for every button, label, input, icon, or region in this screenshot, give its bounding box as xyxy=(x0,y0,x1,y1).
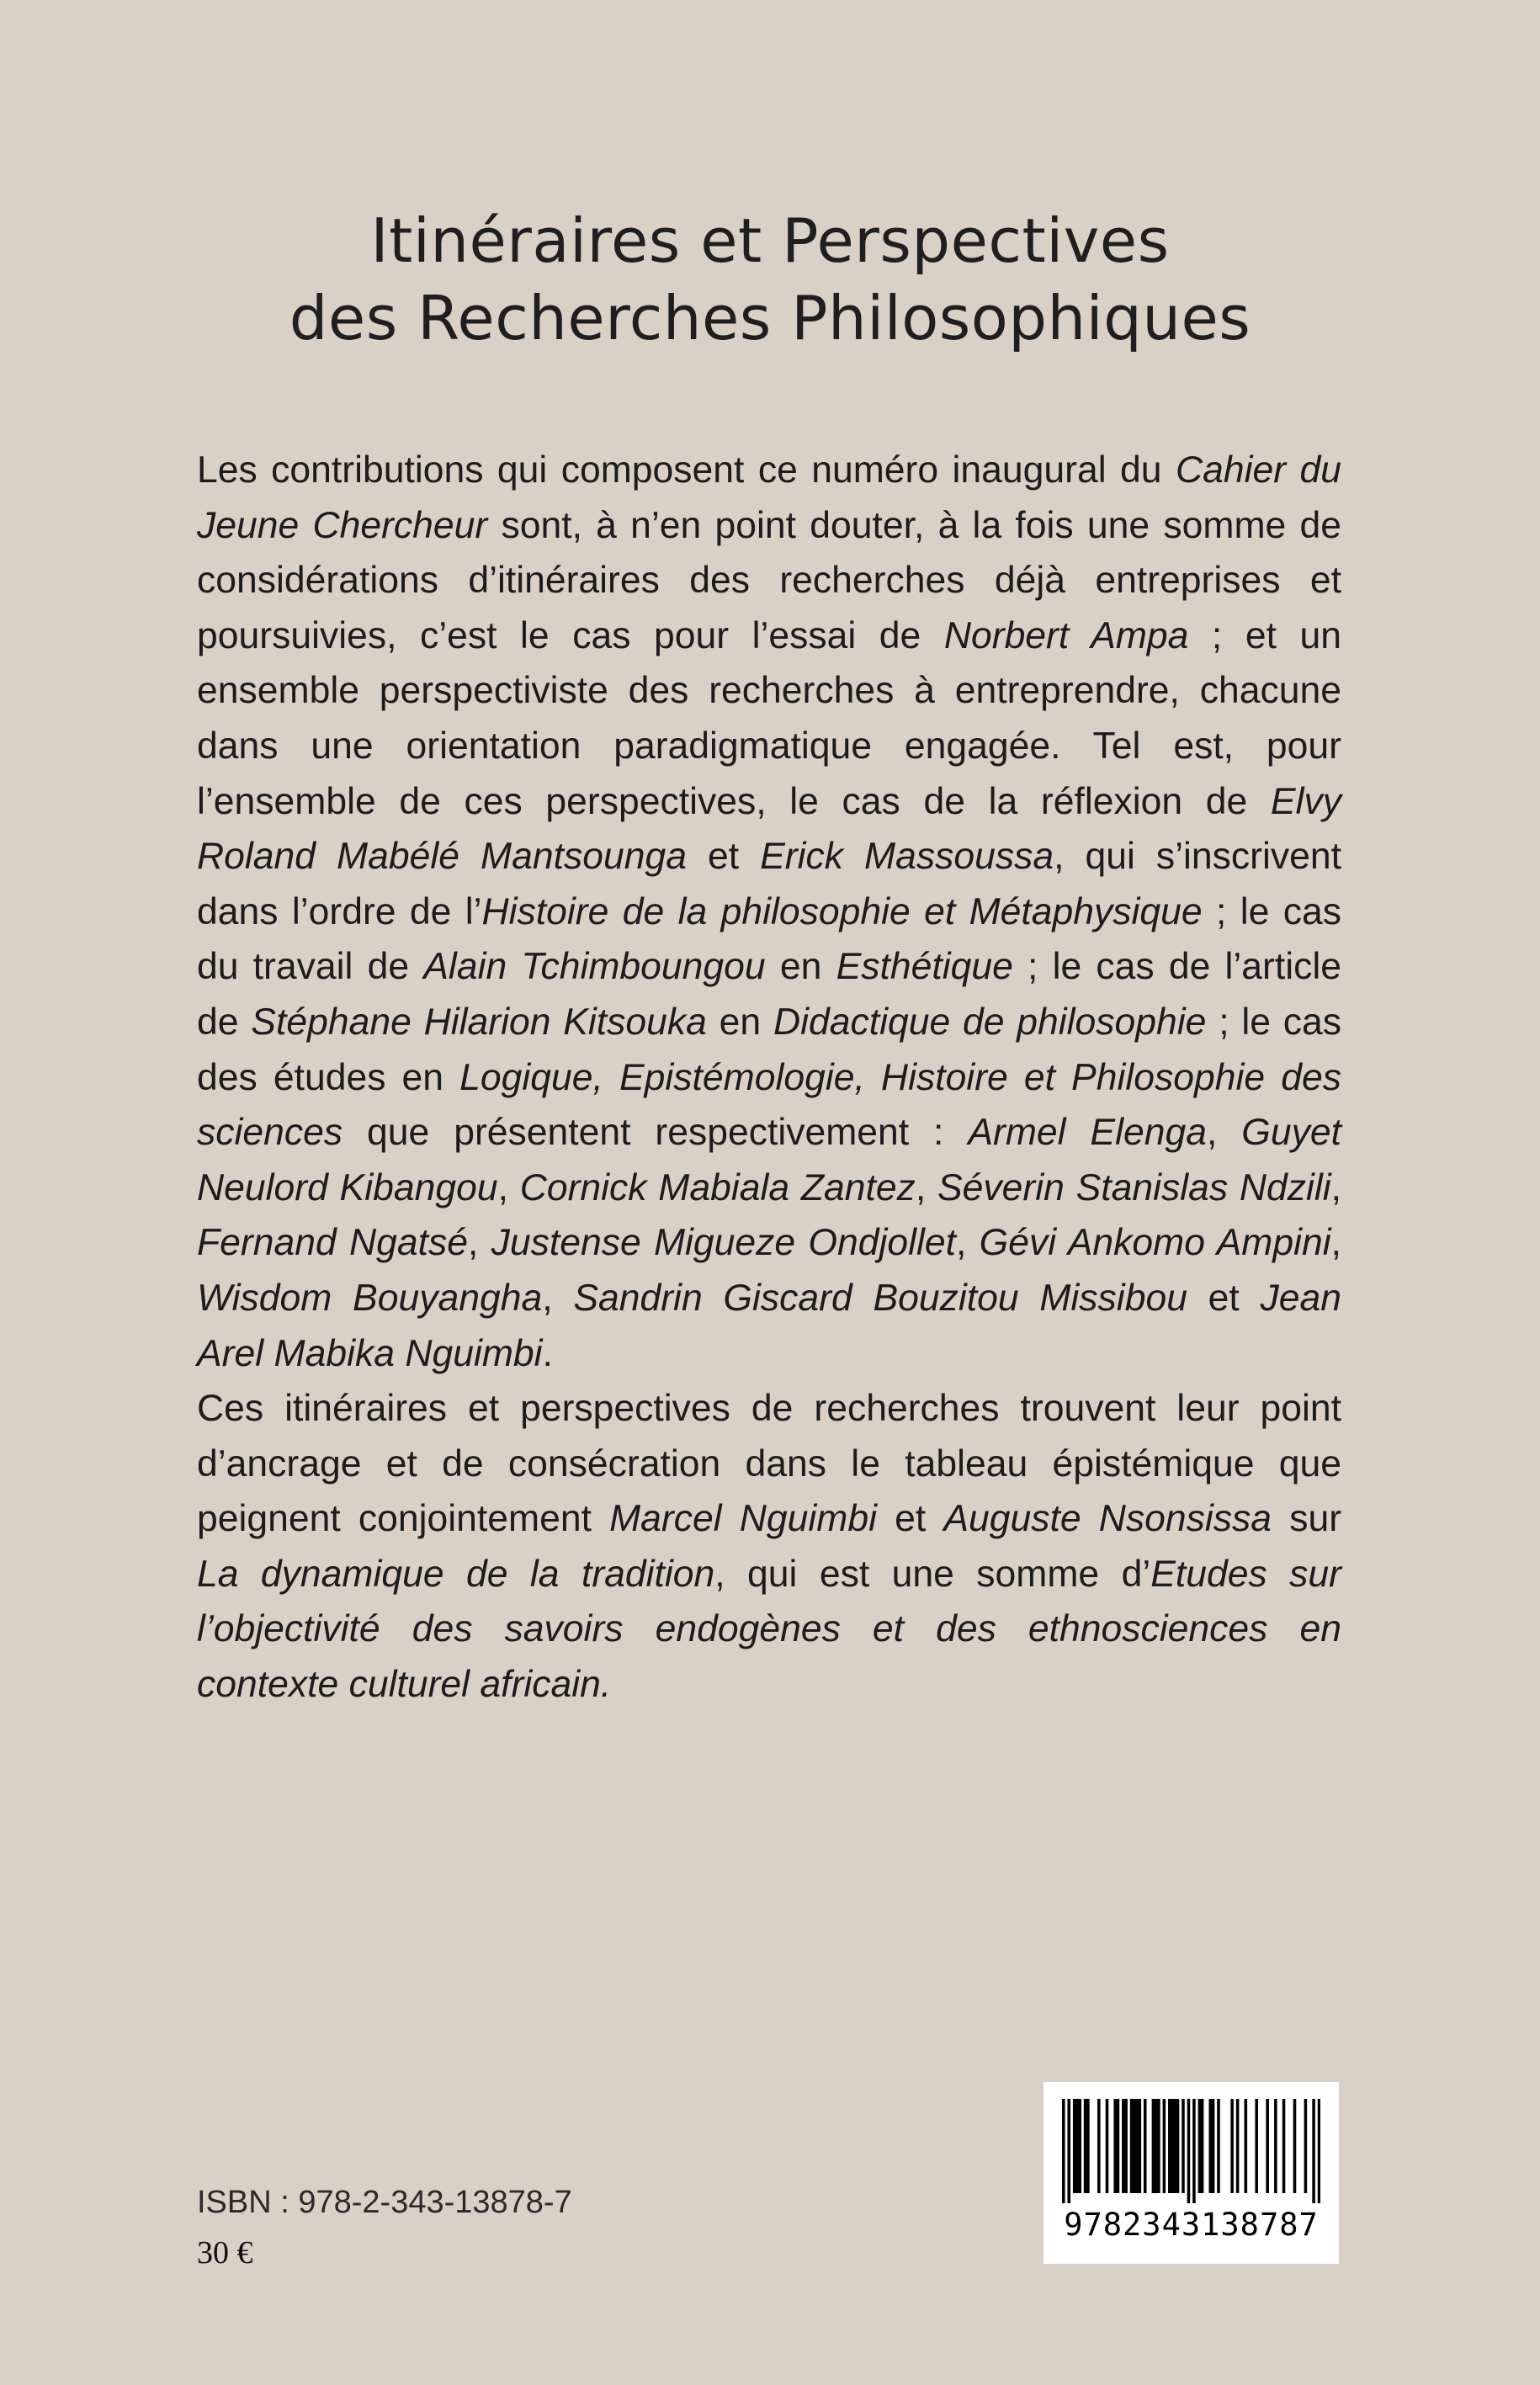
p1-run: en xyxy=(706,1001,773,1043)
p1-run: , xyxy=(468,1222,491,1264)
p1-run: . xyxy=(542,1332,553,1374)
p1-run: , xyxy=(542,1277,574,1319)
barcode-bar xyxy=(1236,2099,1240,2193)
barcode-bar xyxy=(1176,2099,1180,2193)
barcode-bar xyxy=(1106,2099,1109,2193)
p2-run: et xyxy=(876,1498,944,1540)
barcode-bar xyxy=(1086,2099,1090,2193)
p1-run: , xyxy=(1330,1222,1341,1264)
p1-run: ; le cas du travail de xyxy=(197,890,1341,988)
barcode-bar xyxy=(1067,2099,1070,2203)
p1-run: Alain Tchimboungou xyxy=(423,946,766,988)
barcode-bar xyxy=(1187,2099,1191,2203)
barcode-bar xyxy=(1157,2099,1160,2193)
p1-run: Armel Elenga xyxy=(968,1112,1207,1154)
p1-run: Cornick Mabiala Zantez xyxy=(519,1166,916,1208)
barcode-bar xyxy=(1117,2099,1120,2193)
p2-run: La dynamique de la tradition xyxy=(197,1553,715,1595)
barcode-bar xyxy=(1171,2099,1174,2193)
isbn-label: ISBN : 978-2-343-13878-7 xyxy=(197,2185,572,2220)
barcode-bar xyxy=(1318,2099,1320,2203)
barcode-bar xyxy=(1124,2099,1128,2193)
barcode-bar xyxy=(1152,2099,1155,2193)
barcode-bars xyxy=(1062,2099,1320,2203)
barcode-bar xyxy=(1182,2099,1185,2193)
book-title-line-2: des Recherches Philosophiques xyxy=(289,283,1251,353)
barcode-bar xyxy=(1230,2099,1234,2193)
p1-run: Wisdom Bouyangha xyxy=(197,1277,543,1319)
p1-run: Sandrin Giscard Bouzitou Missibou xyxy=(573,1277,1187,1319)
barcode-bar xyxy=(1266,2099,1269,2193)
blurb-paragraph-1 xyxy=(197,443,1341,1381)
p1-run: , xyxy=(497,1166,520,1208)
book-title-line-1: Itinéraires et Perspectives xyxy=(370,205,1170,276)
p1-run: Histoire de la philosophie et Métaphysique xyxy=(481,890,1203,932)
p1-run: Guyet Neulord Kibangou xyxy=(197,1112,1341,1208)
p1-run: Séverin Stanislas Ndzili xyxy=(937,1166,1331,1208)
barcode-bar xyxy=(1138,2099,1141,2193)
p1-run: Didactique de philosophie xyxy=(773,1001,1207,1043)
barcode-digits: 9782343138787 xyxy=(1064,2207,1319,2243)
p1-run: Elvy Roland Mabélé Mantsounga xyxy=(197,780,1341,878)
barcode-bar xyxy=(1255,2099,1258,2193)
barcode xyxy=(1043,2082,1339,2264)
p1-run: , qui s’inscrivent dans l’ordre de l’ xyxy=(197,836,1341,932)
p1-run: Erick Massoussa xyxy=(760,836,1054,878)
p2-run: Etudes sur l’objectivité des savoirs endogènes et des ethnosciences en contexte culturel africain. xyxy=(197,1553,1341,1706)
barcode-bar xyxy=(1282,2099,1286,2193)
p1-run: , xyxy=(1330,1166,1342,1208)
p1-run: , xyxy=(915,1166,937,1208)
p1-run: Gévi Ankomo Ampini xyxy=(979,1222,1331,1264)
barcode-bar xyxy=(1163,2099,1166,2193)
blurb-paragraph-2 xyxy=(197,1381,1341,1713)
barcode-bar xyxy=(1201,2099,1204,2193)
p1-run: et xyxy=(1187,1277,1261,1319)
barcode-bar xyxy=(1144,2099,1147,2193)
p1-run: sont, à n’en point douter, à la fois une somme de considérations d’itinéraires des recherches déjà entreprises et poursuivies, c’est le cas pour l’essai de xyxy=(197,504,1341,656)
p1-run: Les contributions qui composent ce numéro inaugural du xyxy=(197,449,1176,491)
p2-run: Auguste Nsonsissa xyxy=(943,1498,1272,1540)
barcode-bar xyxy=(1122,2099,1125,2193)
barcode-bar xyxy=(1155,2099,1158,2193)
barcode-bar xyxy=(1084,2099,1087,2193)
barcode-bar xyxy=(1073,2099,1076,2193)
barcode-bar xyxy=(1133,2099,1136,2193)
barcode-bar xyxy=(1135,2099,1139,2193)
p1-run: ; et un ensemble perspectiviste des recherches à entreprendre, chacune dans une orientation paradigmatique engagée. Tel est, pour l’ensemble de ces perspectives, le cas de la réflexion de xyxy=(197,614,1341,822)
barcode-bar xyxy=(1209,2099,1213,2193)
book-title xyxy=(0,202,1540,357)
barcode-bar xyxy=(1312,2099,1315,2203)
barcode-bar xyxy=(1212,2099,1215,2193)
barcode-bar xyxy=(1130,2099,1134,2193)
barcode-bar xyxy=(1075,2099,1079,2193)
p1-run: , xyxy=(956,1222,980,1264)
barcode-bar xyxy=(1062,2099,1065,2203)
barcode-bar xyxy=(1198,2099,1202,2193)
p1-run: que présentent respectivement : xyxy=(343,1112,969,1154)
p1-run: Logique, Epistémologie, Histoire et Philosophie des sciences xyxy=(197,1056,1341,1154)
p1-run: ; le cas des études en xyxy=(197,1001,1341,1098)
p2-run: Marcel Nguimbi xyxy=(609,1498,877,1540)
price-label: 30 € xyxy=(197,2235,253,2271)
barcode-bar xyxy=(1168,2099,1171,2193)
back-cover-blurb xyxy=(197,443,1341,1713)
p1-run: Esthétique xyxy=(836,946,1013,988)
barcode-bar xyxy=(1304,2099,1308,2193)
barcode-bar xyxy=(1293,2099,1297,2193)
p1-run: Stéphane Hilarion Kitsouka xyxy=(251,1001,707,1043)
p1-run: ; le cas de l’article de xyxy=(197,946,1341,1043)
p1-run: en xyxy=(765,946,836,988)
p1-run: , xyxy=(1206,1112,1242,1154)
barcode-bar xyxy=(1192,2099,1196,2203)
p1-run: Fernand Ngatsé xyxy=(197,1222,468,1264)
p1-run: Justense Migueze Ondjollet xyxy=(491,1222,957,1264)
p2-run: , qui est une somme d’ xyxy=(714,1553,1151,1595)
barcode-bar xyxy=(1217,2099,1220,2193)
p2-run: Ces itinéraires et perspectives de recherches trouvent leur point d’ancrage et de consécration dans le tableau épistémique que peignent conjointement xyxy=(197,1388,1341,1540)
p1-run: Cahier du Jeune Chercheur xyxy=(197,449,1341,546)
barcode-bar xyxy=(1078,2099,1081,2193)
barcode-bar xyxy=(1113,2099,1117,2193)
p1-run: Jean Arel Mabika Nguimbi xyxy=(197,1277,1341,1374)
p2-run: sur xyxy=(1272,1498,1342,1540)
barcode-bar xyxy=(1245,2099,1248,2193)
p1-run: et xyxy=(686,836,761,878)
barcode-bar xyxy=(1097,2099,1101,2193)
p1-run: Norbert Ampa xyxy=(943,614,1189,656)
barcode-bar xyxy=(1274,2099,1277,2193)
barcode-bar xyxy=(1173,2099,1176,2193)
